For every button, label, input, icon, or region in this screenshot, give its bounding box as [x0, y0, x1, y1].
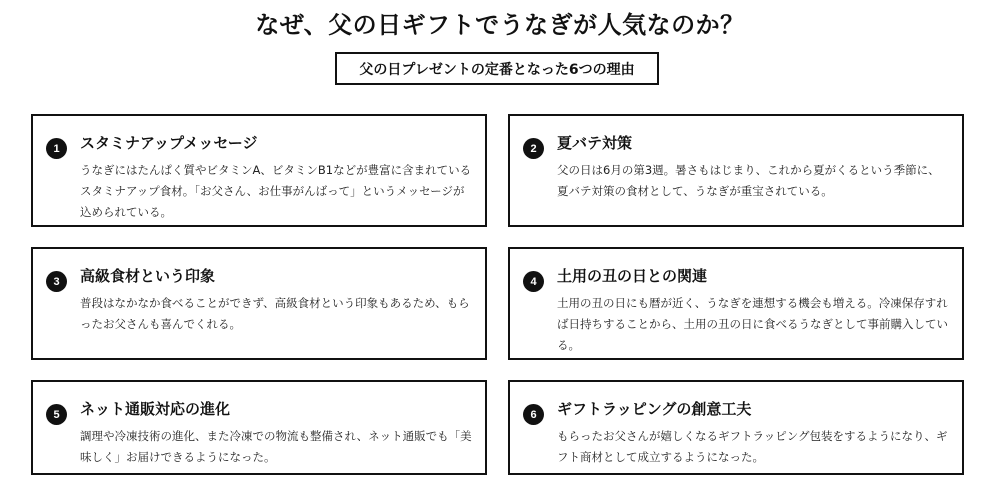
- reason-card-3: [31, 247, 487, 360]
- number-badge: 4: [523, 271, 544, 292]
- reason-card-1: [31, 114, 487, 227]
- reason-card-6: [508, 380, 964, 475]
- reason-title: 高級食材という印象: [80, 267, 216, 285]
- reason-title: 土用の丑の日との関連: [557, 267, 708, 285]
- reason-title: ギフトラッピングの創意工夫: [557, 400, 752, 418]
- reason-title: ネット通販対応の進化: [80, 400, 231, 418]
- subtitle-box: [335, 52, 659, 85]
- number-badge: 5: [46, 404, 67, 425]
- number-badge: 3: [46, 271, 67, 292]
- reason-title: スタミナアップメッセージ: [80, 134, 258, 152]
- reason-description: 父の日は6月の第3週。暑さもはじまり、これから夏がくるという季節に、夏バテ対策の食材として、うなぎが重宝されている。: [557, 163, 940, 198]
- reason-description: 調理や冷凍技術の進化、また冷凍での物流も整備され、ネット通販でも「美味しく」お届けできるようになった。: [80, 429, 472, 464]
- number-badge: 2: [523, 138, 544, 159]
- reason-card-5: [31, 380, 487, 475]
- page-title: なぜ、父の日ギフトでうなぎが人気なのか？: [255, 11, 745, 39]
- reason-card-4: [508, 247, 964, 360]
- reason-description: もらったお父さんが嬉しくなるギフトラッピング包装をするようになり、ギフト商材として成立するようになった。: [557, 429, 948, 464]
- reason-description: うなぎにはたんぱく質やビタミンA、ビタミンB1などが豊富に含まれているスタミナアップ食材。「お父さん、お仕事がんばって」というメッセージが込められている。: [80, 163, 472, 219]
- reason-description: 普段はなかなか食べることができず、高級食材という印象もあるため、もらったお父さんも喜んでくれる。: [80, 296, 470, 331]
- reason-description: 土用の丑の日にも暦が近く、うなぎを連想する機会も増える。冷凍保存すれば日持ちすることから、土用の丑の日に食べるうなぎとして事前購入している。: [557, 296, 948, 352]
- subtitle-text: 父の日プレゼントの定番となった6つの理由: [359, 61, 635, 78]
- reason-card-2: [508, 114, 964, 227]
- number-badge: 6: [523, 404, 544, 425]
- number-badge: 1: [46, 138, 67, 159]
- reason-title: 夏バテ対策: [557, 134, 633, 152]
